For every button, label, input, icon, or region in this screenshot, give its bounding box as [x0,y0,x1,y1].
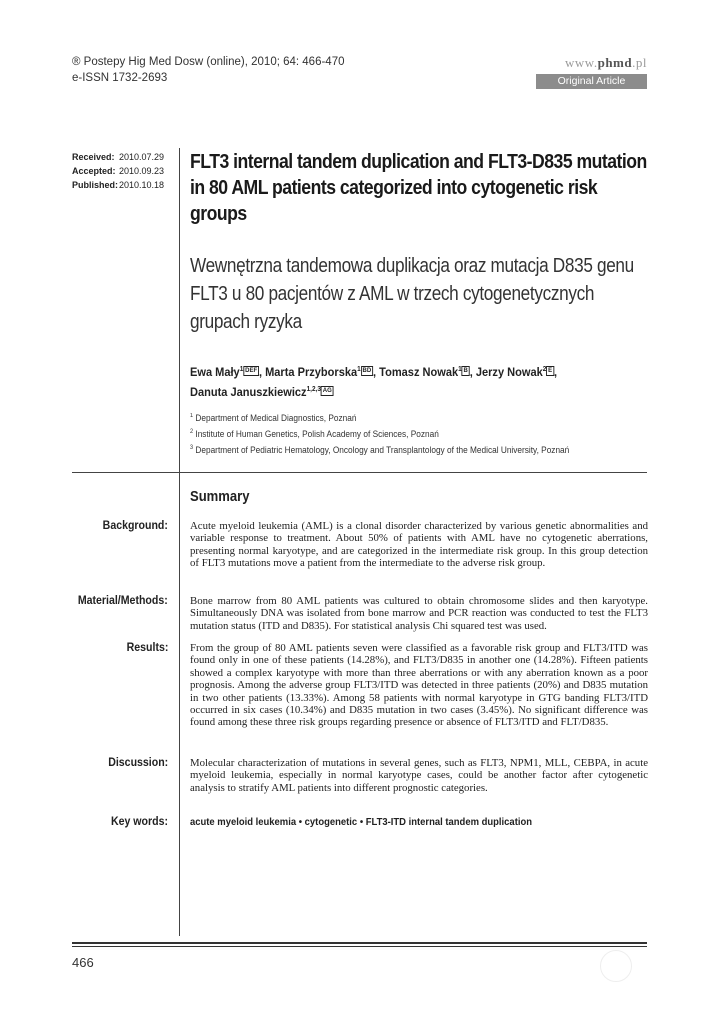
author: Ewa Mały$^1$ DEF , [190,365,266,379]
journal-site [536,55,647,89]
keyword: FLT3-ITD internal tandem duplication [365,816,533,828]
article-subtitle-polish: Wewnętrzna tandemowa duplikacja oraz mutacja D835 genu FLT3 u 80 pacjentów z AML w trzech cytogenetycznych grupach ryzyka [190,255,634,333]
article-type-badge: Original Article [536,74,647,89]
affiliation: $^2$ Institute of Human Genetics, Polish Academy of Sciences, Poznań [190,429,439,439]
page-number: 466 [72,955,94,970]
keywords-list: acute myeloid leukemia • cytogenetic • FLT3-ITD internal tandem duplication [190,816,533,828]
background-label: Background: [102,520,168,532]
footer-rule [72,942,647,944]
section-divider [72,472,647,473]
author: Marta Przyborska$^1$ BD , [265,365,380,379]
background-text: Acute myeloid leukemia (AML) is a clonal disorder characterized by various genetic abnormalities and variable response to treatment. About 50% of patients with AML have no cytogenetic aberrations, presenting normal karyotype, and are categorized in the intermediate risk group. In this group detection of FLT3 mutations move a patient from the intermediate to the adverse risk group. [190,520,648,570]
footer-rule-thin [72,946,647,947]
keyword: acute myeloid leukemia [190,816,297,828]
article-title: FLT3 internal tandem duplication and FLT3-D835 mutation in 80 AML patients categorized into cytogenetic risk groups [190,150,647,225]
results-text: From the group of 80 AML patients seven were classified as a favorable risk group and FLT3/ITD was found only in one of these patients (14.28%), and FLT3/D835 in another one (14.28%). Fifteen patients showed a complex karyotype with more than three aberrations or with any aberration known as a poor prognosis. Among the adverse group FLT3/ITD was detected in three patients (20%) and D835 mutation in two other patients (13.33%). Among 58 patients with normal karyotype in GTG banding FLT3/ITD occurred in six cases (10.34%) and D835 mutation in two cases (3.45%). No significant difference was found among these three risk groups regarding presence or absence of FLT3/ITD and FLT/D835. [190,642,648,729]
column-divider [179,148,180,936]
author: Jerzy Nowak$^2$ E , [475,365,558,379]
date-published: Published: 2010.10.18 [72,180,165,190]
methods-text: Bone marrow from 80 AML patients was cultured to obtain chromosome slides and then karyotype. Simultaneously DNA was isolated from bone marrow and PCR reaction was conducted to test the FLT3 mutation status (ITD and D835). For statistical analysis Chi squared test was used. [190,595,648,632]
results-label: Results: [126,642,168,654]
methods-label: Material/Methods: [78,595,168,607]
date-received: Received: 2010.07.29 [72,152,165,162]
author: Tomasz Nowak$^1$ B , [379,365,476,379]
keywords-label: Key words: [110,816,168,828]
affiliation-list [190,409,622,457]
keyword: cytogenetic [304,816,358,828]
publication-dates [72,150,164,192]
watermark-logo-icon [600,950,632,982]
author: Danuta Januszkiewicz$^{1,2,3}$ AG [190,385,332,399]
discussion-text: Molecular characterization of mutations in several genes, such as FLT3, NPM1, MLL, CEBPA, in acute myeloid leukemia, especially in normal karyotype cases, could be another factor after cytogenetic analysis to stratify AML patients into different prognostic categories. [190,757,648,794]
affiliation: $^1$ Department of Medical Diagnostics, Poznań [190,413,357,423]
summary-heading: Summary [190,489,250,505]
journal-url[interactable]: www.phmd.pl [565,55,647,70]
issn-line: e-ISSN 1732-2693 [72,72,168,84]
date-accepted: Accepted: 2010.09.23 [72,166,165,176]
citation-line: ® Postepy Hig Med Dosw (online), 2010; 64: 466-470 [72,56,345,68]
author-list [190,361,650,401]
discussion-label: Discussion: [108,757,168,769]
journal-citation [72,54,345,86]
affiliation: $^3$ Department of Pediatric Hematology, Oncology and Transplantology of the Medical University, Poznań [190,445,570,455]
